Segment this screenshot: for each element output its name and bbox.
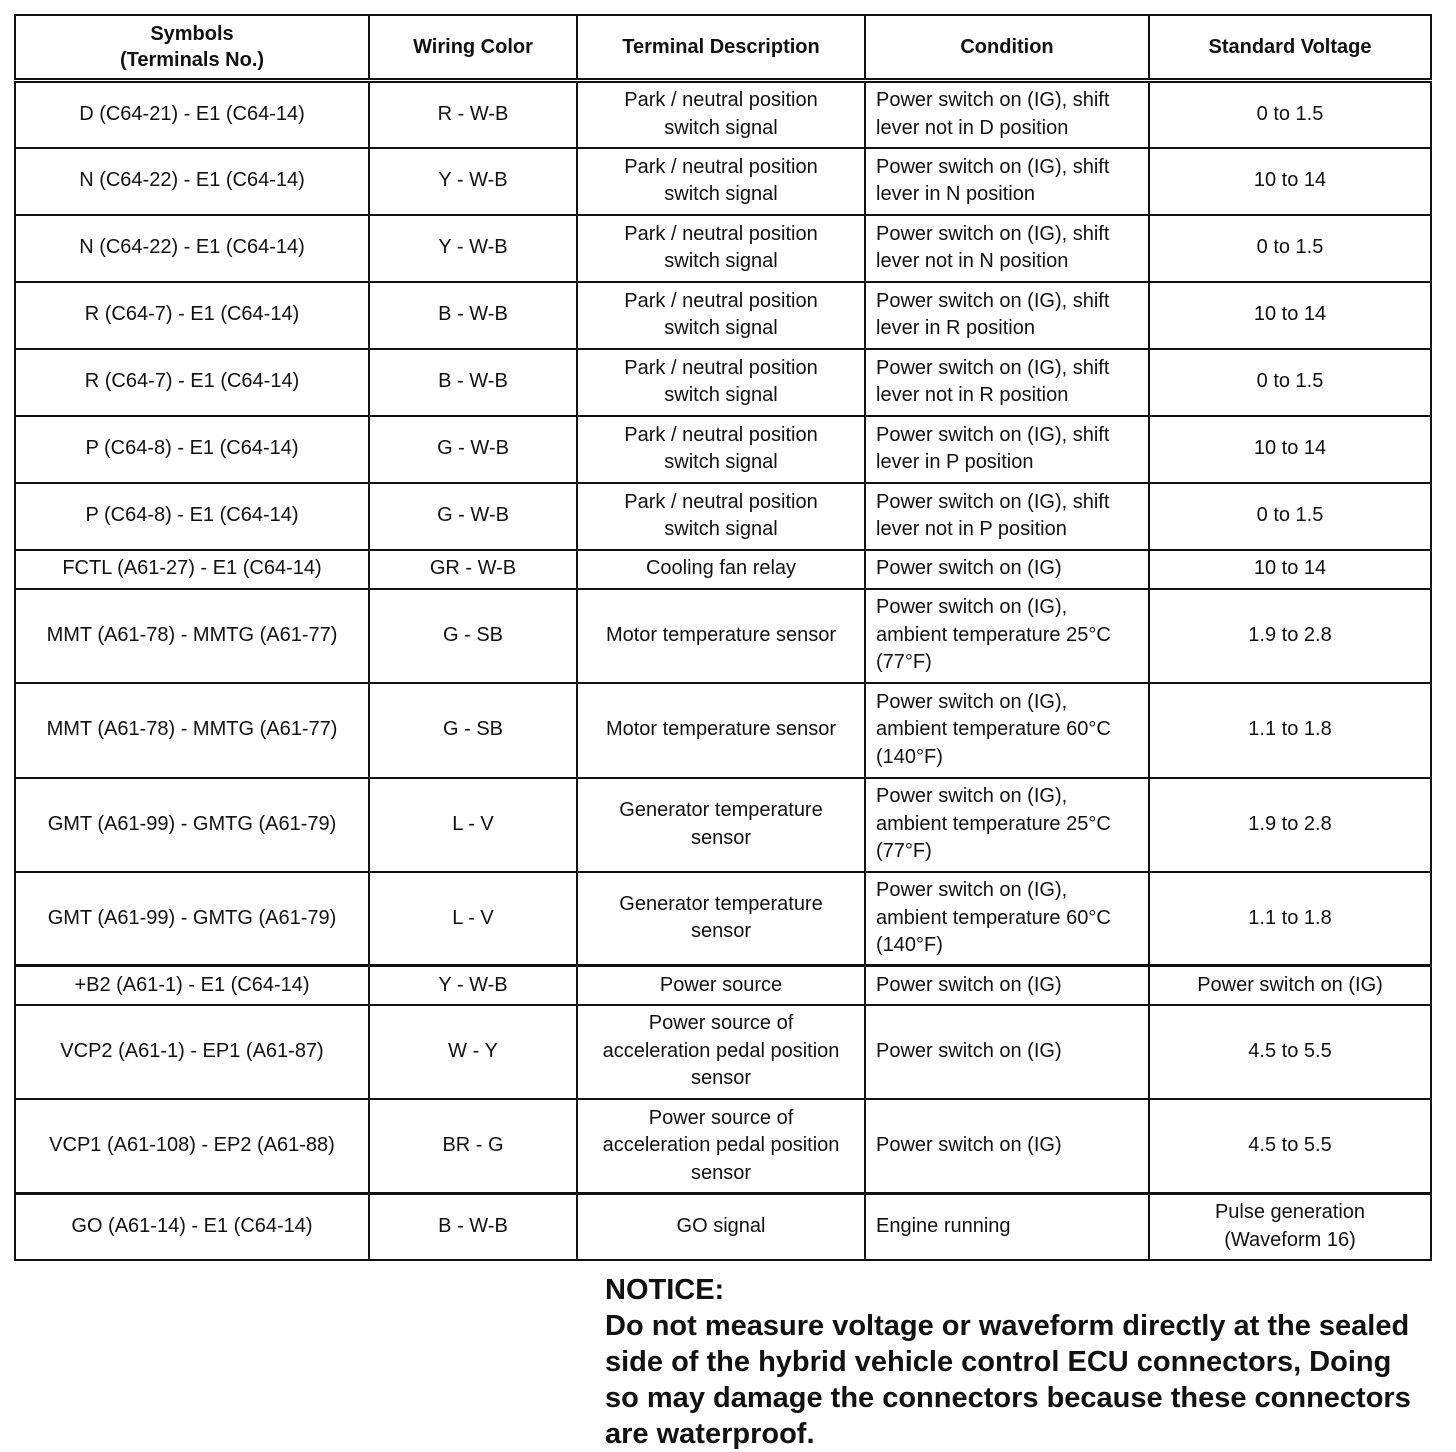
cell-description: Park / neutral position switch signal xyxy=(577,81,865,148)
cell-wiring-color: GR - W-B xyxy=(369,550,577,589)
cell-condition: Power switch on (IG), shift lever in R position xyxy=(865,282,1149,349)
cell-voltage: Power switch on (IG) xyxy=(1149,966,1431,1005)
cell-voltage: 1.1 to 1.8 xyxy=(1149,872,1431,966)
cell-symbols: GMT (A61-99) - GMTG (A61-79) xyxy=(15,778,369,872)
cell-description: Park / neutral position switch signal xyxy=(577,282,865,349)
header-wiring-color: Wiring Color xyxy=(369,15,577,81)
cell-symbols: MMT (A61-78) - MMTG (A61-77) xyxy=(15,589,369,683)
cell-symbols: R (C64-7) - E1 (C64-14) xyxy=(15,349,369,416)
table-row xyxy=(15,1005,1431,1099)
cell-symbols: VCP1 (A61-108) - EP2 (A61-88) xyxy=(15,1099,369,1194)
cell-wiring-color: G - SB xyxy=(369,589,577,683)
cell-symbols: MMT (A61-78) - MMTG (A61-77) xyxy=(15,683,369,778)
cell-description: Park / neutral position switch signal xyxy=(577,349,865,416)
table-row xyxy=(15,215,1431,282)
cell-wiring-color: W - Y xyxy=(369,1005,577,1099)
cell-symbols: D (C64-21) - E1 (C64-14) xyxy=(15,81,369,148)
header-standard-voltage: Standard Voltage xyxy=(1149,15,1431,81)
cell-description: Park / neutral position switch signal xyxy=(577,483,865,550)
cell-description: Power source of acceleration pedal position sensor xyxy=(577,1005,865,1099)
cell-symbols: FCTL (A61-27) - E1 (C64-14) xyxy=(15,550,369,589)
cell-voltage: 1.9 to 2.8 xyxy=(1149,778,1431,872)
cell-wiring-color: L - V xyxy=(369,778,577,872)
table-row xyxy=(15,416,1431,483)
cell-condition: Power switch on (IG) xyxy=(865,1005,1149,1099)
cell-wiring-color: Y - W-B xyxy=(369,148,577,215)
cell-wiring-color: B - W-B xyxy=(369,1194,577,1260)
cell-description: Motor temperature sensor xyxy=(577,589,865,683)
cell-condition: Power switch on (IG), ambient temperature 60°C (140°F) xyxy=(865,872,1149,966)
table-row xyxy=(15,1099,1431,1194)
table-row xyxy=(15,81,1431,148)
cell-voltage: 0 to 1.5 xyxy=(1149,349,1431,416)
cell-voltage: 0 to 1.5 xyxy=(1149,483,1431,550)
cell-voltage: 10 to 14 xyxy=(1149,148,1431,215)
header-terminal-description: Terminal Description xyxy=(577,15,865,81)
cell-symbols: N (C64-22) - E1 (C64-14) xyxy=(15,148,369,215)
cell-wiring-color: B - W-B xyxy=(369,282,577,349)
cell-description: Park / neutral position switch signal xyxy=(577,416,865,483)
cell-condition: Power switch on (IG), shift lever not in P position xyxy=(865,483,1149,550)
cell-wiring-color: Y - W-B xyxy=(369,966,577,1005)
cell-wiring-color: R - W-B xyxy=(369,81,577,148)
cell-symbols: +B2 (A61-1) - E1 (C64-14) xyxy=(15,966,369,1005)
table-row xyxy=(15,1194,1431,1260)
header-condition: Condition xyxy=(865,15,1149,81)
cell-symbols: P (C64-8) - E1 (C64-14) xyxy=(15,483,369,550)
table-row xyxy=(15,483,1431,550)
cell-condition: Power switch on (IG), ambient temperature 60°C (140°F) xyxy=(865,683,1149,778)
cell-condition: Power switch on (IG), ambient temperature 25°C (77°F) xyxy=(865,778,1149,872)
cell-description: GO signal xyxy=(577,1194,865,1260)
cell-voltage: 10 to 14 xyxy=(1149,550,1431,589)
cell-voltage: 1.1 to 1.8 xyxy=(1149,683,1431,778)
cell-wiring-color: G - W-B xyxy=(369,416,577,483)
cell-symbols: N (C64-22) - E1 (C64-14) xyxy=(15,215,369,282)
cell-description: Motor temperature sensor xyxy=(577,683,865,778)
cell-wiring-color: B - W-B xyxy=(369,349,577,416)
cell-wiring-color: L - V xyxy=(369,872,577,966)
table-row xyxy=(15,589,1431,683)
cell-description: Generator temperature sensor xyxy=(577,872,865,966)
cell-symbols: GMT (A61-99) - GMTG (A61-79) xyxy=(15,872,369,966)
cell-description: Park / neutral position switch signal xyxy=(577,148,865,215)
cell-voltage: 0 to 1.5 xyxy=(1149,215,1431,282)
cell-description: Cooling fan relay xyxy=(577,550,865,589)
cell-condition: Power switch on (IG), shift lever not in D position xyxy=(865,81,1149,148)
cell-condition: Power switch on (IG), shift lever in N position xyxy=(865,148,1149,215)
cell-condition: Power switch on (IG) xyxy=(865,966,1149,1005)
table-row xyxy=(15,966,1431,1005)
cell-description: Power source xyxy=(577,966,865,1005)
cell-voltage: 4.5 to 5.5 xyxy=(1149,1099,1431,1194)
cell-symbols: GO (A61-14) - E1 (C64-14) xyxy=(15,1194,369,1260)
table-row xyxy=(15,778,1431,872)
cell-voltage: Pulse generation (Waveform 16) xyxy=(1149,1194,1431,1260)
table-row xyxy=(15,282,1431,349)
cell-voltage: 10 to 14 xyxy=(1149,416,1431,483)
cell-symbols: R (C64-7) - E1 (C64-14) xyxy=(15,282,369,349)
table-row xyxy=(15,148,1431,215)
cell-wiring-color: Y - W-B xyxy=(369,215,577,282)
notice-block xyxy=(605,1272,1425,1452)
cell-description: Power source of acceleration pedal position sensor xyxy=(577,1099,865,1194)
cell-condition: Power switch on (IG) xyxy=(865,1099,1149,1194)
cell-wiring-color: G - SB xyxy=(369,683,577,778)
table-row xyxy=(15,683,1431,778)
terminal-voltage-table xyxy=(14,14,1432,1261)
cell-symbols: VCP2 (A61-1) - EP1 (A61-87) xyxy=(15,1005,369,1099)
cell-condition: Power switch on (IG), ambient temperature 25°C (77°F) xyxy=(865,589,1149,683)
notice-body: Do not measure voltage or waveform directly at the sealed side of the hybrid vehicle control ECU connectors, Doing so may damage the connectors because these connectors are waterproof. xyxy=(605,1310,1411,1450)
cell-condition: Power switch on (IG), shift lever not in R position xyxy=(865,349,1149,416)
cell-voltage: 1.9 to 2.8 xyxy=(1149,589,1431,683)
table-row xyxy=(15,550,1431,589)
cell-condition: Engine running xyxy=(865,1194,1149,1260)
cell-symbols: P (C64-8) - E1 (C64-14) xyxy=(15,416,369,483)
table-header-row xyxy=(15,15,1431,81)
notice-title: NOTICE: xyxy=(605,1274,725,1306)
cell-wiring-color: BR - G xyxy=(369,1099,577,1194)
header-symbols: Symbols (Terminals No.) xyxy=(15,15,369,81)
cell-wiring-color: G - W-B xyxy=(369,483,577,550)
cell-voltage: 0 to 1.5 xyxy=(1149,81,1431,148)
cell-description: Park / neutral position switch signal xyxy=(577,215,865,282)
cell-condition: Power switch on (IG), shift lever not in N position xyxy=(865,215,1149,282)
cell-voltage: 4.5 to 5.5 xyxy=(1149,1005,1431,1099)
cell-condition: Power switch on (IG), shift lever in P position xyxy=(865,416,1149,483)
table-row xyxy=(15,872,1431,966)
cell-description: Generator temperature sensor xyxy=(577,778,865,872)
cell-condition: Power switch on (IG) xyxy=(865,550,1149,589)
table-row xyxy=(15,349,1431,416)
cell-voltage: 10 to 14 xyxy=(1149,282,1431,349)
